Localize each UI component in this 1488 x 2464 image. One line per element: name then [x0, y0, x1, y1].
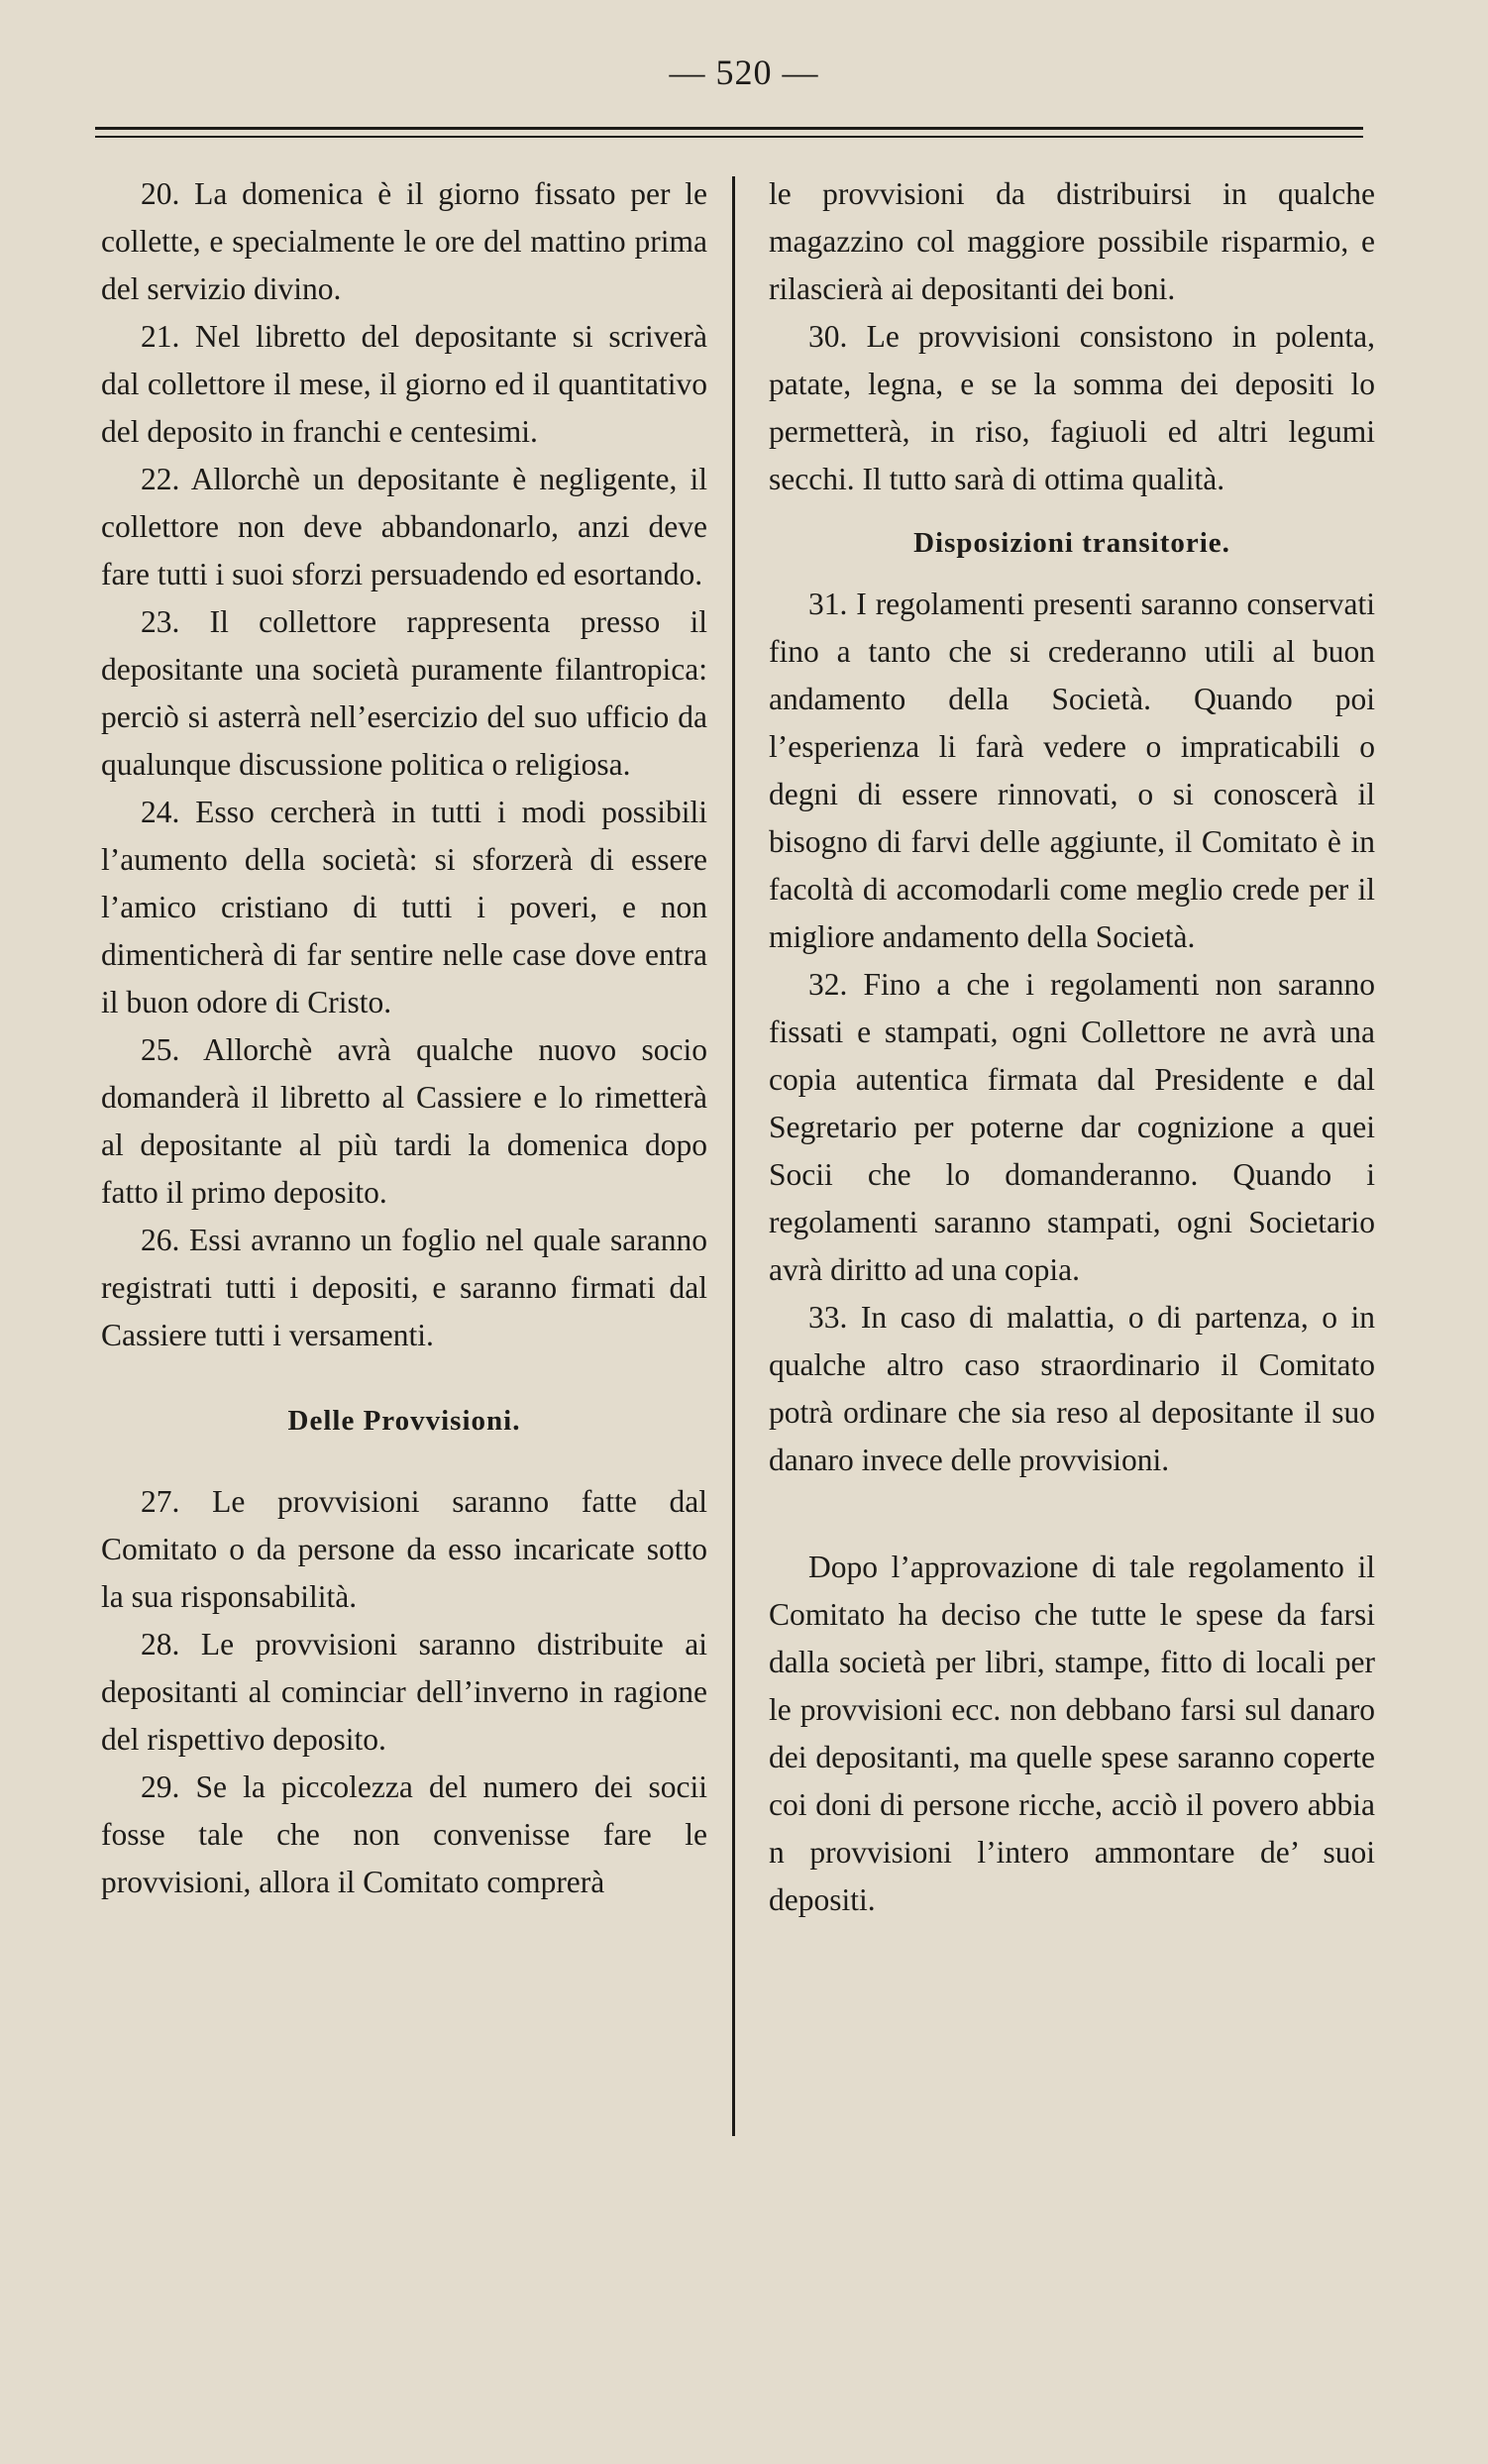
right-column: [769, 170, 1375, 1924]
article-29-continued: le provvisioni da distribuirsi in qualche magazzino col maggiore possibile risparmio, e rilascierà ai depositanti dei boni.: [769, 176, 1375, 306]
article-29: 29. Se la piccolezza del numero dei socii fosse tale che non convenisse fare le provvisioni, allora il Comitato comprerà: [101, 1769, 707, 1899]
article-31: 31. I regolamenti presenti saranno conservati fino a tanto che si crederanno utili al buon andamento della Società. Quando poi l’esperienza li farà vedere o impraticabili o degni di essere rinnovati, o si conoscerà il bisogno di farvi delle aggiunte, il Comitato è in facoltà di accomodarli come meglio crede per il migliore andamento della Società.: [769, 587, 1375, 954]
column-divider: [732, 176, 735, 2136]
article-23: 23. Il collettore rappresenta presso il depositante una società puramente filantropica: perciò si asterrà nell’esercizio del suo ufficio da qualunque discussione politica o religiosa.: [101, 604, 707, 782]
article-22: 22. Allorchè un depositante è negligente, il collettore non deve abbandonarlo, anzi deve fare tutti i suoi sforzi persuadendo ed esortando.: [101, 462, 707, 591]
article-27: 27. Le provvisioni saranno fatte dal Comitato o da persone da esso incaricate sotto la sua risponsabilità.: [101, 1484, 707, 1614]
page-number: — 520 —: [669, 53, 819, 92]
closing-paragraph: Dopo l’approvazione di tale regolamento il Comitato ha deciso che tutte le spese da farsi dalla società per libri, stampe, fitto di locali per le provvisioni ecc. non debbano farsi sul danaro dei depositanti, ma quelle spese saranno coperte coi doni di persone ricche, acciò il povero abbia n provvisioni l’intero ammontare de’ suoi depositi.: [769, 1550, 1375, 1917]
article-21: 21. Nel libretto del depositante si scriverà dal collettore il mese, il giorno ed il quantitativo del deposito in franchi e centesimi.: [101, 319, 707, 449]
article-25: 25. Allorchè avrà qualche nuovo socio domanderà il libretto al Cassiere e lo rimetterà al depositante al più tardi la domenica dopo fatto il primo deposito.: [101, 1032, 707, 1210]
article-32: 32. Fino a che i regolamenti non saranno fissati e stampati, ogni Collettore ne avrà una copia autentica firmata dal Presidente e dal Segretario per poterne dar cognizione a quei Socii che lo domanderanno. Quando i regolamenti saranno stampati, ogni Societario avrà diritto ad una copia.: [769, 967, 1375, 1287]
article-20: 20. La domenica è il giorno fissato per le collette, e specialmente le ore del mattino prima del servizio divino.: [101, 176, 707, 306]
section-heading-transitorie: Disposizioni transitorie.: [913, 527, 1230, 559]
article-33: 33. In caso di malattia, o di partenza, o in qualche altro caso straordinario il Comitato potrà ordinare che sia reso al depositante il suo danaro invece delle provvisioni.: [769, 1300, 1375, 1477]
article-30: 30. Le provvisioni consistono in polenta, patate, legna, e se la somma dei depositi lo permetterà, in riso, fagiuoli ed altri legumi secchi. Il tutto sarà di ottima qualità.: [769, 319, 1375, 496]
article-28: 28. Le provvisioni saranno distribuite ai depositanti al cominciar dell’inverno in ragione del rispettivo deposito.: [101, 1627, 707, 1757]
header-rule: [95, 127, 1363, 138]
left-column: [101, 170, 707, 1906]
article-26: 26. Essi avranno un foglio nel quale saranno registrati tutti i depositi, e saranno firmati dal Cassiere tutti i versamenti.: [101, 1223, 707, 1352]
section-heading-provvisioni: Delle Provvisioni.: [287, 1405, 521, 1437]
article-24: 24. Esso cercherà in tutti i modi possibili l’aumento della società: si sforzerà di essere l’amico cristiano di tutti i poveri, e non dimenticherà di far sentire nelle case dove entra il buon odore di Cristo.: [101, 795, 707, 1019]
